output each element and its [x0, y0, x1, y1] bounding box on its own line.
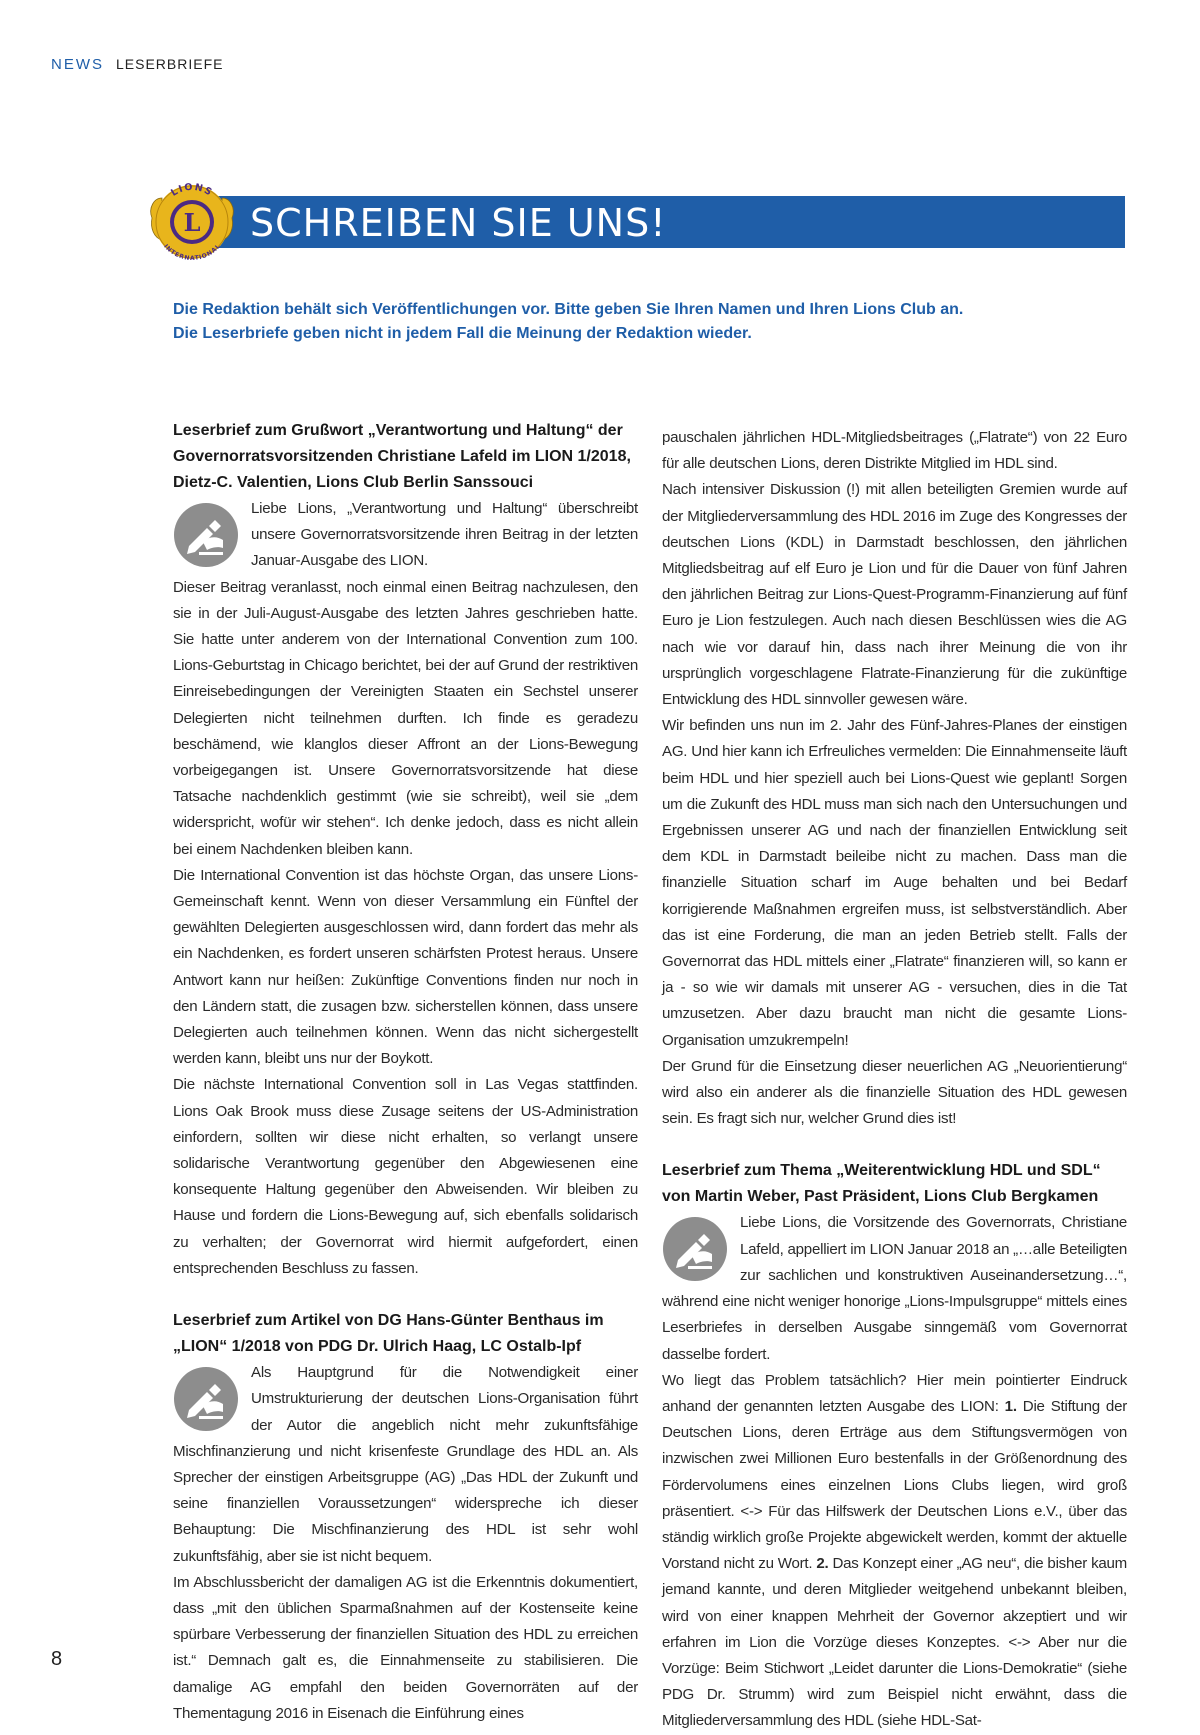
- letter-2-heading: Leserbrief zum Artikel von DG Hans-Günter Benthaus im „LION“ 1/2018 von PDG Dr. Ulrich Haag, LC Ostalb-Ipf: [173, 1312, 604, 1356]
- subsection-label: LESERBRIEFE: [116, 56, 224, 72]
- letter-2-paragraph: Der Grund für die Einsetzung dieser neuerlichen AG „Neuorientierung“ wird also ein anderer als die finanzielle Situation des HDL gewesen sein. Es fragt sich nur, welcher Grund dies ist!: [662, 1057, 1127, 1128]
- letter-3-point: Die Stiftung der Deutschen Lions, deren Erträge aus dem Stiftungsvermögen von inzwischen zwei Millionen Euro bestenfalls in der Größenordnung des Fördervolumens eines einzelnen Lions Clubs liegen, wird groß präsentiert. <-> Für das Hilfswerk der Deutschen Lions e.V., über das ständig wirklich große Projekte abgewickelt werden, kommt der aktuelle Vorstand nicht zu Wort.: [662, 1397, 1127, 1573]
- left-column: [173, 418, 638, 1727]
- letter-1-paragraph: Dieser Beitrag veranlasst, noch einmal einen Beitrag nachzulesen, den sie in der Juli-August-Ausgabe des letzten Jahres geschrieben hatte. Sie hatte unter anderem von der International Convention zum 100. Lions-Geburtstag in Chicago berichtet, bei der auf Grund der restriktiven Einreisebedingungen der Vereinigten Staaten ein Sechstel unserer Delegierten nicht teilnehmen durften. Ich finde es geradezu beschämend, wie klanglos dieser Affront an der Lions-Bewegung vorbeigegangen ist. Unsere Governorratsvorsitzende hat diese Tatsache nachdenklich gestimmt (wie sie schreibt), weil sie „dem widerspricht, wofür wir stehen“. Ich denke jedoch, dass es nicht allein bei einem Nachdenken bleiben kann.: [173, 578, 638, 858]
- writing-hand-icon: [173, 1366, 239, 1432]
- letter-2-paragraph: pauschalen jährlichen HDL-Mitgliedsbeitrages („Flatrate“) von 22 Euro für alle deutschen Lions, deren Distrikte Mitglied im HDL sind.: [662, 429, 1127, 473]
- logo-text-top: LIONS: [169, 181, 215, 199]
- letter-3-intro: Wo liegt das Problem tatsächlich? Hier mein pointierter Eindruck anhand der genannten letzten Ausgabe des LION:: [662, 1371, 1127, 1415]
- editorial-note-line: Die Leserbriefe geben nicht in jedem Fall die Meinung der Redaktion wieder.: [173, 325, 752, 342]
- letter-3-point: Das Konzept einer „AG neu“, die bisher kaum jemand kannte, und deren Mitglieder weitgehend unbekannt bleiben, wird von einer knappen Mehrheit der Governor akzeptiert und wir erfahren im Lion die Vorzüge dieses Konzeptes. <-> Aber nur die Vorzüge: Beim Stichwort „Leidet darunter die Lions-Demokratie“ (siehe PDG Dr. Strumm) wird zum Beispiel nicht erwähnt, dass die Mitgliederversammlung des HDL (siehe HDL-Sat-: [662, 1555, 1127, 1730]
- letter-1-paragraph: Die International Convention ist das höchste Organ, das unsere Lions-Gemeinschaft kennt. Wenn von dieser Versammlung ein Fünftel der gewählten Delegierten ausgeschlossen wird, dann fordert das mehr als ein Nachdenken, es fordert unseren schärfsten Protest heraus. Unsere Antwort kann nur heißen: Zukünftige Conventions finden nur noch in den Ländern statt, die zusagen bzw. sicherstellen können, dass unsere Delegierten auch teilnehmen können. Wenn das nicht sichergestellt werden kann, bleibt uns nur der Boykott.: [173, 866, 638, 1068]
- section-label: NEWS: [51, 56, 104, 73]
- letter-3-paragraph: Liebe Lions, die Vorsitzende des Governorrats, Christiane Lafeld, appelliert im LION Januar 2018 an „…alle Beteiligten zur sachlichen und konstruktiven Auseinandersetzung…“, während eine nicht weniger honorige „Lions-Impulsgruppe“ mittels eines Leserbriefes in derselben Ausgabe sinngemäß vom Governorrat dasselbe fordert.: [662, 1214, 1127, 1363]
- logo-text-bottom: INTERNATIONAL: [162, 243, 222, 262]
- writing-hand-icon: [662, 1216, 728, 1282]
- letter-2-paragraph: Im Abschlussbericht der damaligen AG ist die Erkenntnis dokumentiert, dass „mit den üblichen Sparmaßnahmen auf der Kostenseite keine spürbare Verbesserung der finanziellen Situation des HDL zu erreichen ist.“ Demnach galt es, die Einnahmenseite zu stabilisieren. Die damalige AG empfahl den beiden Governorräten auf der Thementagung 2016 in Eisenach die Einführung eines: [173, 1573, 638, 1722]
- logo-letter: L: [183, 208, 201, 237]
- writing-hand-icon: [173, 502, 239, 568]
- right-column: [662, 425, 1127, 1735]
- letter-2-paragraph: Als Hauptgrund für die Notwendigkeit einer Umstrukturierung der deutschen Lions-Organisation führt der Autor die angeblich nicht mehr zukunftsfähige Mischfinanzierung und nicht krisenfeste Grundlage des HDL an. Als Sprecher der einstigen Arbeitsgruppe (AG) „Das HDL der Zukunft und seine finanziellen Voraussetzungen“ widerspreche ich dieser Behauptung: Die Mischfinanzierung des HDL ist sehr wohl zukunftsfähig, aber sie ist nicht bequem.: [173, 1364, 638, 1565]
- lions-logo-icon: [148, 180, 236, 262]
- page-number: 8: [51, 1648, 63, 1670]
- letter-3-paragraph: [662, 1368, 1127, 1735]
- page-title: SCHREIBEN SIE UNS!: [250, 201, 667, 245]
- editorial-note: [173, 298, 1073, 346]
- letter-1-heading: Leserbrief zum Grußwort „Verantwortung und Haltung“ der Governorratsvorsitzenden Christiane Lafeld im LION 1/2018, Dietz-C. Valentien, Lions Club Berlin Sanssouci: [173, 422, 631, 491]
- list-number: 1.: [1004, 1397, 1017, 1415]
- letter-2-paragraph: Wir befinden uns nun im 2. Jahr des Fünf-Jahres-Planes der einstigen AG. Und hier kann ich Erfreuliches vermelden: Die Einnahmenseite läuft beim HDL und hier speziell auch bei Lions-Quest wie geplant! Sorgen um die Zukunft des HDL muss man sich nach den Untersuchungen und Ergebnissen unserer AG und nach der finanziellen Entwicklung seit dem KDL in Darmstadt beileibe nicht zu machen. Dass man die finanzielle Situation scharf im Auge behalten und bei Bedarf korrigierende Maßnahmen ergreifen muss, ist selbstverständlich. Aber das ist eine Forderung, die man an jeden Betrieb stellt. Falls der Governorrat das HDL mittels einer „Flatrate“ finanzieren will, so kann er ja - so wie wir damals mit unserer AG - versuchen, dies in die Tat umzusetzen. Aber dazu braucht man nicht die gesamte Lions-Organisation umzukrempeln!: [662, 717, 1127, 1049]
- letter-2-paragraph: Nach intensiver Diskussion (!) mit allen beteiligten Gremien wurde auf der Mitgliederversammlung des HDL 2016 im Zuge des Kongresses der deutschen Lions (KDL) in Darmstadt beschlossen, den jährlichen Mitgliedsbeitrag auf elf Euro je Lion und für die Dauer von fünf Jahren den jährlichen Beitrag zur Lions-Quest-Programm-Finanzierung auf fünf Euro je Lion festzulegen. Auch nach diesen Beschlüssen wies die AG nach wie vor darauf hin, dass nach ihrer Meinung die von ihr ursprünglich vorgeschlagene Flatrate-Finanzierung für die zukünftige Entwicklung des HDL sinnvoller gewesen wäre.: [662, 481, 1127, 709]
- letter-1-paragraph: Liebe Lions, „Verantwortung und Haltung“ überschreibt unsere Governorratsvorsitzende ihren Beitrag in der letzten Januar-Ausgabe des LION.: [251, 500, 638, 570]
- running-head: [51, 56, 223, 73]
- list-number: 2.: [816, 1555, 829, 1573]
- letter-3-heading: Leserbrief zum Thema „Weiterentwicklung HDL und SDL“ von Martin Weber, Past Präsident, Lions Club Bergkamen: [662, 1162, 1101, 1206]
- editorial-note-line: Die Redaktion behält sich Veröffentlichungen vor. Bitte geben Sie Ihren Namen und Ihren Lions Club an.: [173, 301, 964, 318]
- letter-1-paragraph: Die nächste International Convention soll in Las Vegas stattfinden. Lions Oak Brook muss diese Zusage seitens der US-Administration einfordern, sollten wir diese nicht erhalten, so verlangt unsere solidarische Verantwortung gegenüber den Abgewiesenen eine konsequente Haltung gegenüber den Abweisenden. Wir bleiben zu Hause und fordern die Lions-Bewegung auf, sich ebenfalls solidarisch zu verhalten; der Governorrat wird hiermit aufgefordert, einen entsprechenden Beschluss zu fassen.: [173, 1076, 638, 1277]
